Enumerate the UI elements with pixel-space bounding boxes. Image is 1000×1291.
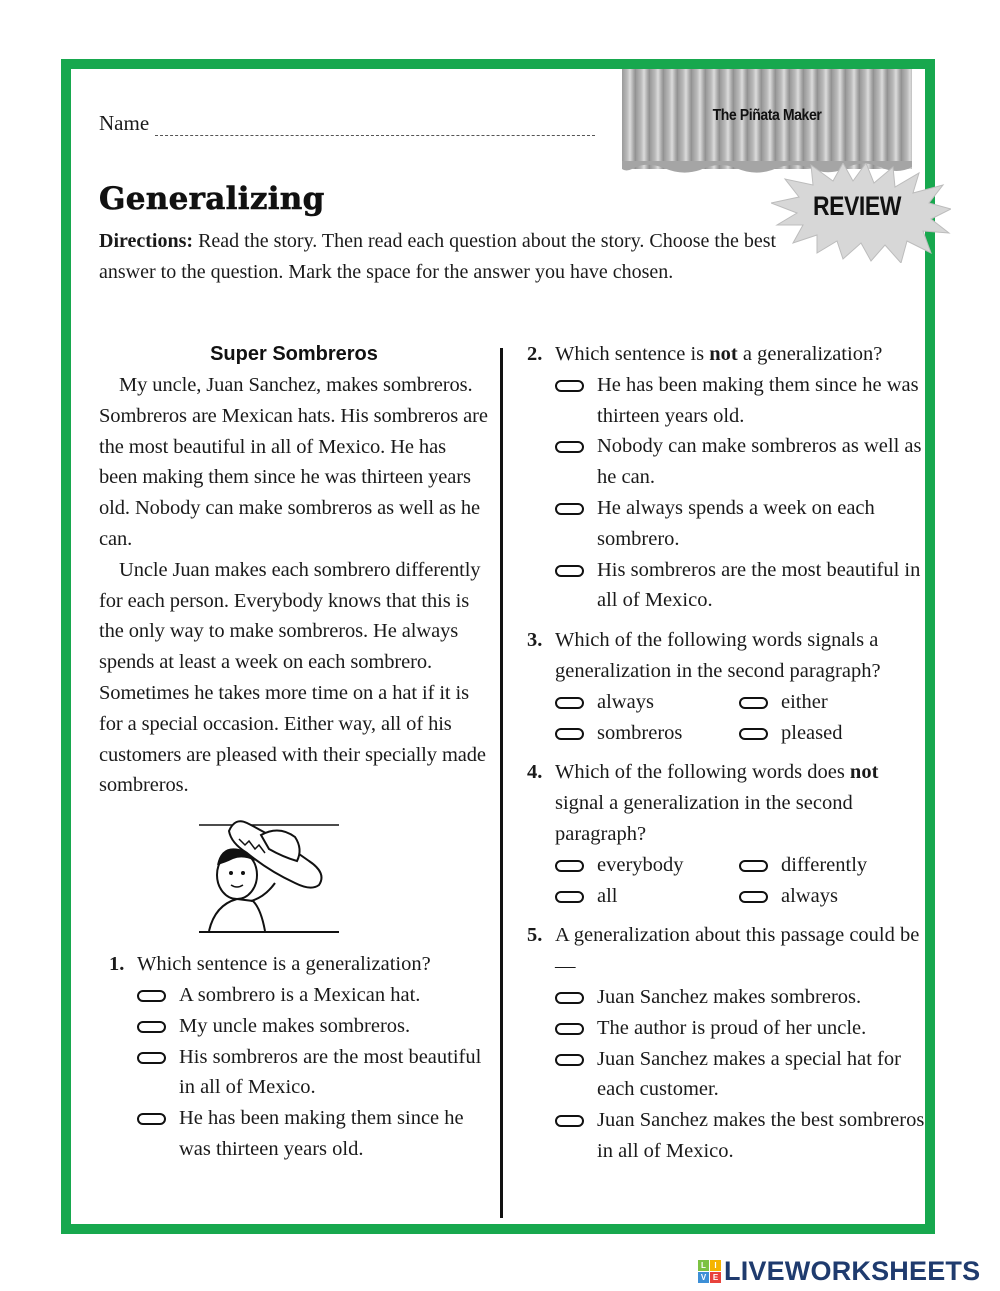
- question-number: 2.: [527, 343, 543, 365]
- option-text: always: [597, 690, 654, 713]
- answer-options: [555, 982, 927, 1167]
- answer-option[interactable]: [739, 687, 919, 718]
- option-text: A sombrero is a Mexican hat.: [179, 983, 421, 1006]
- story-column: [99, 339, 489, 1165]
- question-4: [527, 757, 927, 911]
- answer-bubble[interactable]: [137, 1113, 166, 1125]
- answer-bubble[interactable]: [137, 990, 166, 1002]
- option-text: His sombreros are the most beautiful in all of Mexico.: [179, 1045, 482, 1099]
- answer-bubble[interactable]: [555, 891, 584, 903]
- answer-bubble[interactable]: [555, 860, 584, 872]
- story-title: Super Sombreros: [210, 343, 378, 365]
- option-text: Juan Sanchez makes a special hat for each customer.: [597, 1047, 901, 1101]
- sombrero-illustration: [99, 809, 489, 939]
- answer-option[interactable]: [555, 881, 739, 912]
- story-paragraph: My uncle, Juan Sanchez, makes sombreros. Sombreros are Mexican hats. His sombreros are the most beautiful in all of Mexico. He has been making them since he was thirteen years old. Nobody can make sombreros as well as he can.: [99, 374, 488, 550]
- option-text: The author is proud of her uncle.: [597, 1016, 867, 1039]
- question-number: 4.: [527, 761, 543, 784]
- column-divider: [500, 348, 503, 1218]
- option-text: everybody: [597, 853, 684, 876]
- question-number: 1.: [109, 953, 125, 976]
- question-number: 5.: [527, 924, 543, 947]
- directions: [99, 226, 799, 287]
- answer-bubble[interactable]: [555, 992, 584, 1004]
- directions-label: Directions:: [99, 230, 194, 252]
- answer-bubble[interactable]: [555, 565, 584, 577]
- option-text: My uncle makes sombreros.: [179, 1014, 411, 1037]
- option-text: He has been making them since he was thirteen years old.: [597, 373, 919, 427]
- question-number: 3.: [527, 629, 543, 652]
- answer-bubble[interactable]: [555, 1054, 584, 1066]
- answer-bubble[interactable]: [739, 728, 768, 740]
- option-text: all: [597, 884, 618, 907]
- question-text: A generalization about this passage could be—: [555, 924, 920, 978]
- answer-bubble[interactable]: [555, 441, 584, 453]
- story-paragraph: Uncle Juan makes each sombrero differently for each person. Everybody knows that this is the only way to make sombreros. He always spends at least a week on each sombrero. Sometimes he takes more time on a hat if it is for a special occasion. Either way, all of his customers are pleased with their specially made sombreros.: [99, 558, 486, 797]
- liveworksheets-logo-icon: L I V E: [698, 1260, 721, 1283]
- answer-option[interactable]: [739, 850, 919, 881]
- liveworksheets-brand[interactable]: [698, 1256, 980, 1287]
- answer-bubble[interactable]: [137, 1021, 166, 1033]
- option-text: He always spends a week on each sombrero.: [597, 496, 875, 550]
- answer-bubble[interactable]: [555, 503, 584, 515]
- answer-bubble[interactable]: [555, 380, 584, 392]
- answer-bubble[interactable]: [739, 697, 768, 709]
- answer-bubble[interactable]: [555, 1023, 584, 1035]
- worksheet-frame: [61, 59, 935, 1234]
- answer-bubble[interactable]: [555, 728, 584, 740]
- answer-bubble[interactable]: [137, 1052, 166, 1064]
- question-1: [109, 949, 489, 1165]
- answer-option[interactable]: [555, 431, 927, 493]
- page-title: Generalizing: [99, 181, 325, 217]
- answer-options: [137, 980, 489, 1165]
- answer-bubble[interactable]: [739, 891, 768, 903]
- answer-option[interactable]: [555, 850, 739, 881]
- answer-option[interactable]: [555, 982, 927, 1013]
- answer-option[interactable]: [137, 1011, 489, 1042]
- answer-bubble[interactable]: [739, 860, 768, 872]
- option-text: pleased: [781, 721, 843, 744]
- option-text: Juan Sanchez makes sombreros.: [597, 985, 862, 1008]
- option-text: Nobody can make sombreros as well as he can.: [597, 435, 922, 489]
- answer-bubble[interactable]: [555, 697, 584, 709]
- option-text: sombreros: [597, 721, 683, 744]
- question-5: [527, 920, 927, 1166]
- answer-option[interactable]: [555, 1044, 927, 1106]
- answer-option[interactable]: [555, 493, 927, 555]
- answer-option[interactable]: [137, 1042, 489, 1104]
- answer-option[interactable]: [137, 1103, 489, 1165]
- option-text: His sombreros are the most beautiful in all of Mexico.: [597, 558, 921, 612]
- question-text: Which of the following words signals a generalization in the second paragraph?: [555, 629, 881, 682]
- story-title-banner: [622, 69, 912, 169]
- story-body: [99, 370, 489, 801]
- question-2: [527, 339, 927, 616]
- name-field-row: [99, 111, 595, 136]
- answer-option[interactable]: [555, 718, 739, 749]
- answer-option[interactable]: [555, 555, 927, 617]
- option-text: always: [781, 884, 838, 907]
- review-label: REVIEW: [812, 191, 901, 221]
- directions-text: Read the story. Then read each question about the story. Choose the best answer to the question. Mark the space for the answer you have chosen.: [99, 230, 777, 283]
- answer-option[interactable]: [137, 980, 489, 1011]
- question-text: Which sentence is not a generalization?: [555, 343, 883, 365]
- option-text: Juan Sanchez makes the best sombreros in all of Mexico.: [597, 1109, 925, 1162]
- option-text: differently: [781, 853, 868, 876]
- answer-bubble[interactable]: [555, 1115, 584, 1127]
- banner-title: The Piñata Maker: [712, 107, 822, 124]
- question-text: Which of the following words does not signal a generalization in the second paragraph?: [555, 761, 879, 845]
- answer-option[interactable]: [739, 881, 919, 912]
- answer-options: [555, 687, 927, 749]
- answer-options: [555, 850, 927, 912]
- questions-column: [527, 339, 927, 1167]
- answer-option[interactable]: [739, 718, 919, 749]
- question-3: [527, 625, 927, 748]
- brand-name: LIVEWORKSHEETS: [724, 1256, 981, 1286]
- answer-options: [555, 370, 927, 616]
- answer-option[interactable]: [555, 687, 739, 718]
- answer-option[interactable]: [555, 1013, 927, 1044]
- name-input-line[interactable]: [155, 118, 595, 136]
- question-text: Which sentence is a generalization?: [137, 953, 431, 976]
- option-text: either: [781, 690, 828, 713]
- boy-sombrero-icon: [199, 809, 339, 934]
- name-label: Name: [99, 111, 150, 135]
- answer-option[interactable]: [555, 1105, 927, 1167]
- option-text: He has been making them since he was thirteen years old.: [179, 1107, 464, 1160]
- answer-option[interactable]: [555, 370, 927, 432]
